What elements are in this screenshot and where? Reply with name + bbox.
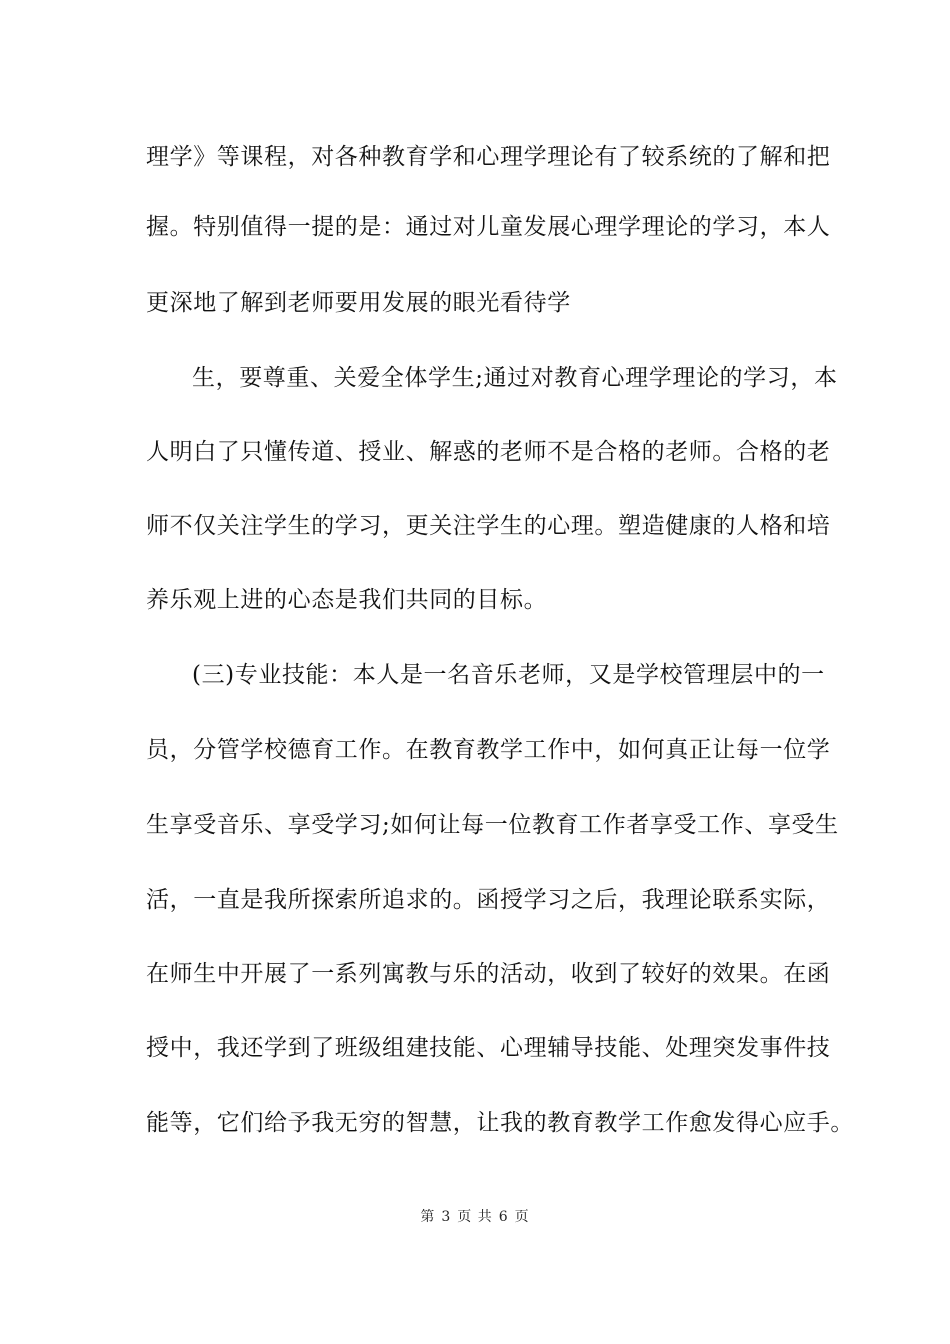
text-line-3: 更深地了解到老师要用发展的眼光看待学 <box>146 290 571 316</box>
text-line-9: 员，分管学校德育工作。在教育教学工作中，如何真正让每一位学 <box>146 737 831 763</box>
text-line-11: 活，一直是我所探索所追求的。函授学习之后，我理论联系实际， <box>146 887 831 913</box>
text-line-12: 在师生中开展了一系列寓教与乐的活动，收到了较好的效果。在函 <box>146 961 831 987</box>
footer-prefix: 第 <box>420 1209 436 1225</box>
page-footer <box>0 1208 950 1226</box>
footer-current-page: 3 <box>441 1209 452 1225</box>
text-line-4: 生，要尊重、关爱全体学生;通过对教育心理学理论的学习，本 <box>192 365 838 391</box>
text-line-6: 师不仅关注学生的学习，更关注学生的心理。塑造健康的人格和培 <box>146 513 831 539</box>
footer-suffix: 页 <box>514 1209 530 1225</box>
footer-total-pages: 6 <box>498 1209 509 1225</box>
text-line-13: 授中，我还学到了班级组建技能、心理辅导技能、处理突发事件技 <box>146 1035 831 1061</box>
text-line-14: 能等，它们给予我无穷的智慧，让我的教育教学工作愈发得心应手。 <box>146 1110 854 1136</box>
text-line-8: (三)专业技能：本人是一名音乐老师，又是学校管理层中的一 <box>192 662 825 688</box>
text-line-7: 养乐观上进的心态是我们共同的目标。 <box>146 587 548 613</box>
footer-mid: 页 共 <box>457 1209 493 1225</box>
text-line-1: 理学》等课程，对各种教育学和心理学理论有了较系统的了解和把 <box>146 144 831 170</box>
text-line-2: 握。特别值得一提的是：通过对儿童发展心理学理论的学习，本人 <box>146 214 831 240</box>
text-line-10: 生享受音乐、享受学习;如何让每一位教育工作者享受工作、享受生 <box>146 812 839 838</box>
text-line-5: 人明白了只懂传道、授业、解惑的老师不是合格的老师。合格的老 <box>146 439 831 465</box>
